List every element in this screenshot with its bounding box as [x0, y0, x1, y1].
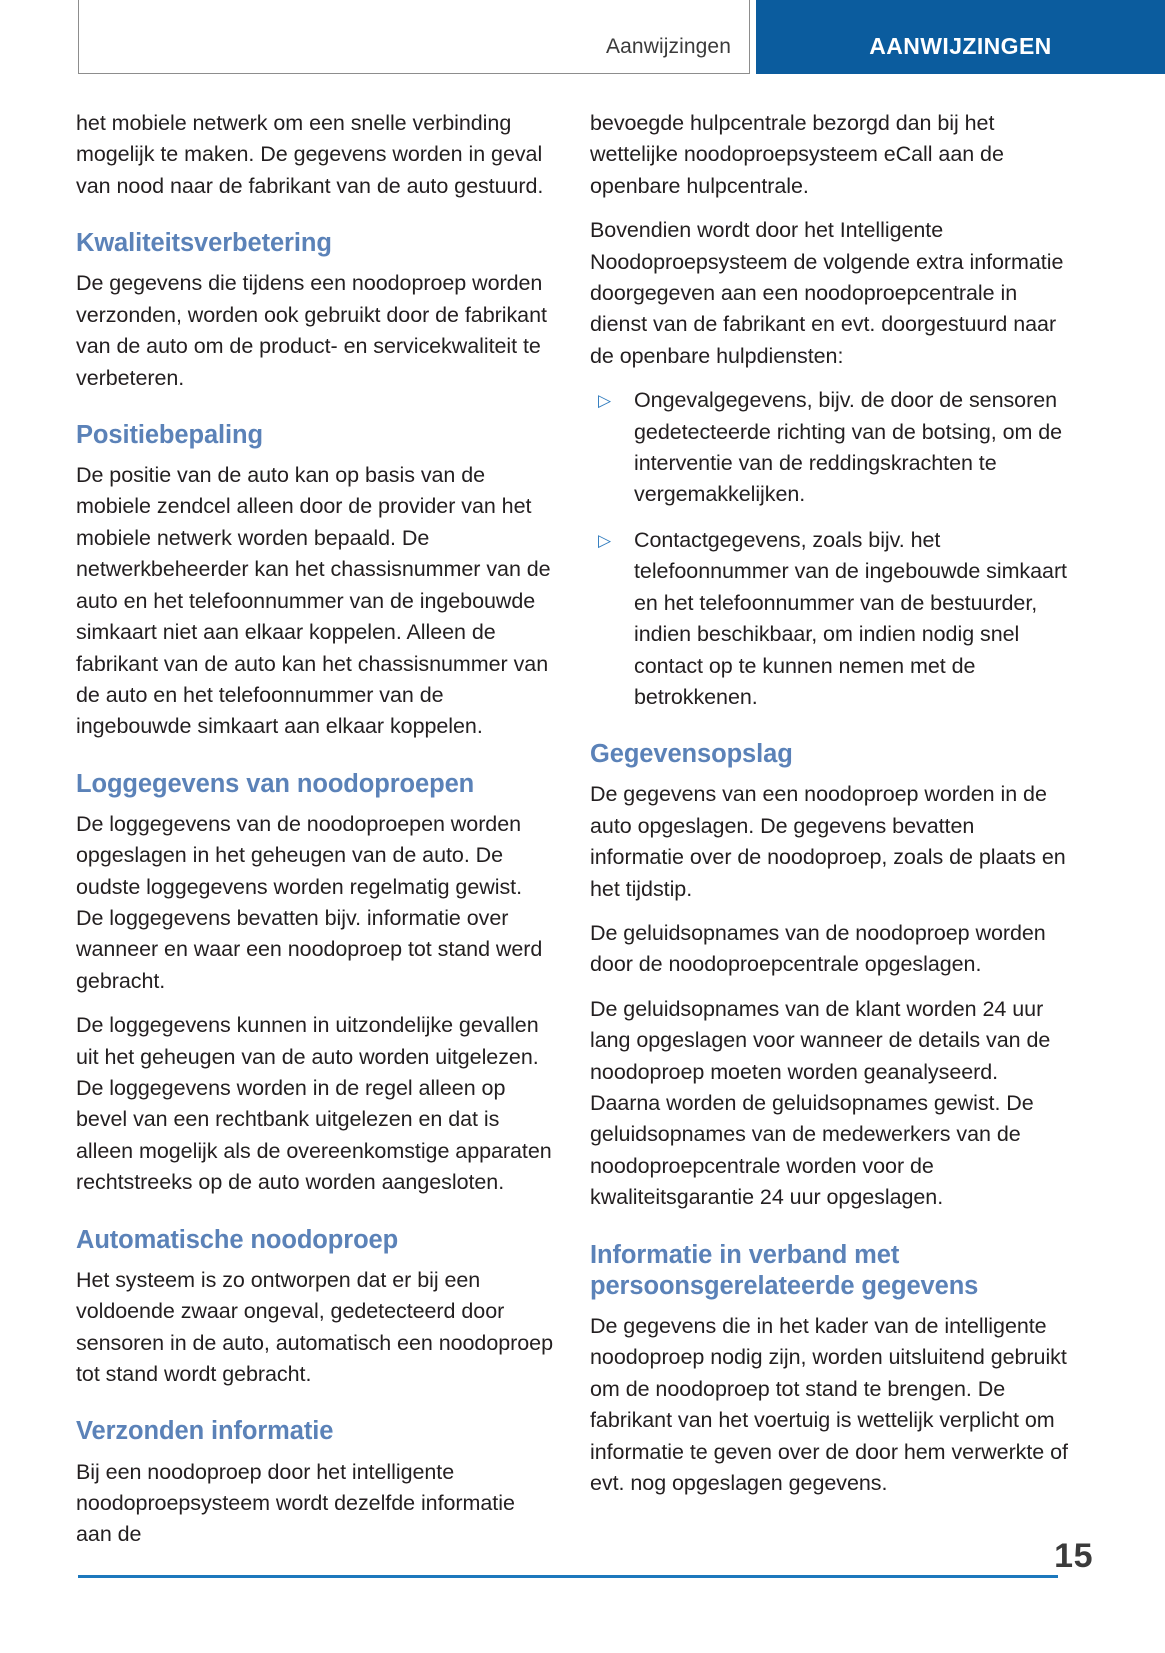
paragraph: het mobiele netwerk om een snelle verbinding mogelijk te maken. De gegevens worden in geval van nood naar de fabrikant van de auto gestuurd.: [76, 111, 544, 198]
paragraph: Bij een noodoproep door het intelligente noodoproepsysteem wordt dezelfde informatie aan de: [76, 1459, 515, 1547]
paragraph: De loggegevens kunnen in uitzondelijke gevallen uit het geheugen van de auto worden uitgelezen. De loggegevens worden in de regel alleen op bevel van een rechtbank uitgelezen en dat is alleen mogelijk als de overeenkomstige apparaten rechtstreeks op de auto worden aangesloten.: [76, 1013, 552, 1195]
page-footer: [0, 1533, 1165, 1653]
footer-divider: [78, 1575, 1058, 1578]
running-header-label: Aanwijzingen: [606, 35, 731, 58]
section-heading-loggegevens-van-noodoproepen: Loggegevens van noodoproepen: [76, 769, 475, 798]
chapter-tab: [756, 0, 1165, 74]
list-item: [590, 385, 1068, 511]
section-heading-verzonden-informatie: Verzonden informatie: [76, 1417, 334, 1446]
list-item-text: Contactgegevens, zoals bijv. het telefoonnummer van de ingebouwde simkaart en het telefoonnummer van de bestuurder, indien beschikbaar, om indien nodig snel contact op te kunnen nemen met de betrokkenen.: [634, 527, 1067, 709]
section-heading-informatie-persoonsgerelateerde-gegevens: Informatie in verband met persoonsgerelateerde gegevens: [590, 1240, 979, 1300]
paragraph: Het systeem is zo ontworpen dat er bij een voldoende zwaar ongeval, gedetecteerd door sensoren in de auto, automatisch een noodoproep tot stand wordt gebracht.: [76, 1267, 553, 1387]
page-number: 15: [1054, 1537, 1093, 1575]
paragraph: De gegevens van een noodoproep worden in de auto opgeslagen. De gegevens bevatten informatie over de noodoproep, zoals de plaats en het tijdstip.: [590, 782, 1066, 901]
triangle-bullet-icon: ▷: [598, 391, 612, 411]
section-heading-automatische-noodoproep: Automatische noodoproep: [76, 1225, 399, 1254]
section-heading-gegevensopslag: Gegevensopslag: [590, 740, 793, 769]
left-column: [76, 108, 554, 1551]
paragraph: De geluidsopnames van de klant worden 24 uur lang opgeslagen voor wanneer de details van de noodoproep moeten worden geanalyseerd. Daarna worden de geluidsopnames gewist. De geluidsopnames van de medewerkers van de noodoproepcentrale worden voor de kwaliteitsgarantie 24 uur opgeslagen.: [590, 996, 1051, 1210]
paragraph: De gegevens die in het kader van de intelligente noodoproep nodig zijn, worden uitsluitend gebruikt om de noodoproep tot stand te brengen. De fabrikant van het voertuig is wettelijk verplicht om informatie te geven over de door hem verwerkte of evt. nog opgeslagen gegevens.: [590, 1313, 1068, 1495]
section-heading-positiebepaling: Positiebepaling: [76, 420, 263, 449]
paragraph: De gegevens die tijdens een noodoproep worden verzonden, worden ook gebruikt door de fabrikant van de auto om de product- en servicekwaliteit te verbeteren.: [76, 271, 547, 390]
bullet-list: [590, 385, 1068, 713]
paragraph: bevoegde hulpcentrale bezorgd dan bij het wettelijke noodoproepsysteem eCall aan de openbare hulpcentrale.: [590, 111, 1004, 198]
list-item: [590, 525, 1068, 713]
paragraph: De positie van de auto kan op basis van de mobiele zendcel alleen door de provider van het mobiele netwerk worden bepaald. De netwerkbeheerder kan het chassisnummer van de auto en het telefoonnummer van de ingebouwde simkaart niet aan elkaar koppelen. Alleen de fabrikant van de auto kan het chassisnummer van de auto en het telefoonnummer van de ingebouwde simkaart aan elkaar koppelen.: [76, 463, 551, 739]
right-column: [590, 108, 1068, 1551]
paragraph: De geluidsopnames van de noodoproep worden door de noodoproepcentrale opgeslagen.: [590, 921, 1046, 977]
page-body: [0, 108, 1165, 1551]
paragraph: Bovendien wordt door het Intelligente Noodoproepsysteem de volgende extra informatie doorgegeven aan een noodoproepcentrale in dienst van de fabrikant en evt. doorgestuurd naar de openbare hulpdiensten:: [590, 218, 1064, 368]
triangle-bullet-icon: ▷: [598, 530, 612, 550]
paragraph: De loggegevens van de noodoproepen worden opgeslagen in het geheugen van de auto. De oudste loggegevens worden regelmatig gewist. De loggegevens bevatten bijv. informatie over wanneer en waar een noodoproep tot stand werd gebracht.: [76, 811, 543, 993]
running-header-tab: [78, 0, 750, 74]
list-item-text: Ongevalgegevens, bijv. de door de sensoren gedetecteerde richting van de botsing, om de interventie van de reddingskrachten te vergemakkelijken.: [634, 388, 1063, 507]
chapter-tab-label: AANWIJZINGEN: [869, 33, 1052, 59]
section-heading-kwaliteitsverbetering: Kwaliteitsverbetering: [76, 229, 332, 258]
page-header: [0, 0, 1165, 76]
